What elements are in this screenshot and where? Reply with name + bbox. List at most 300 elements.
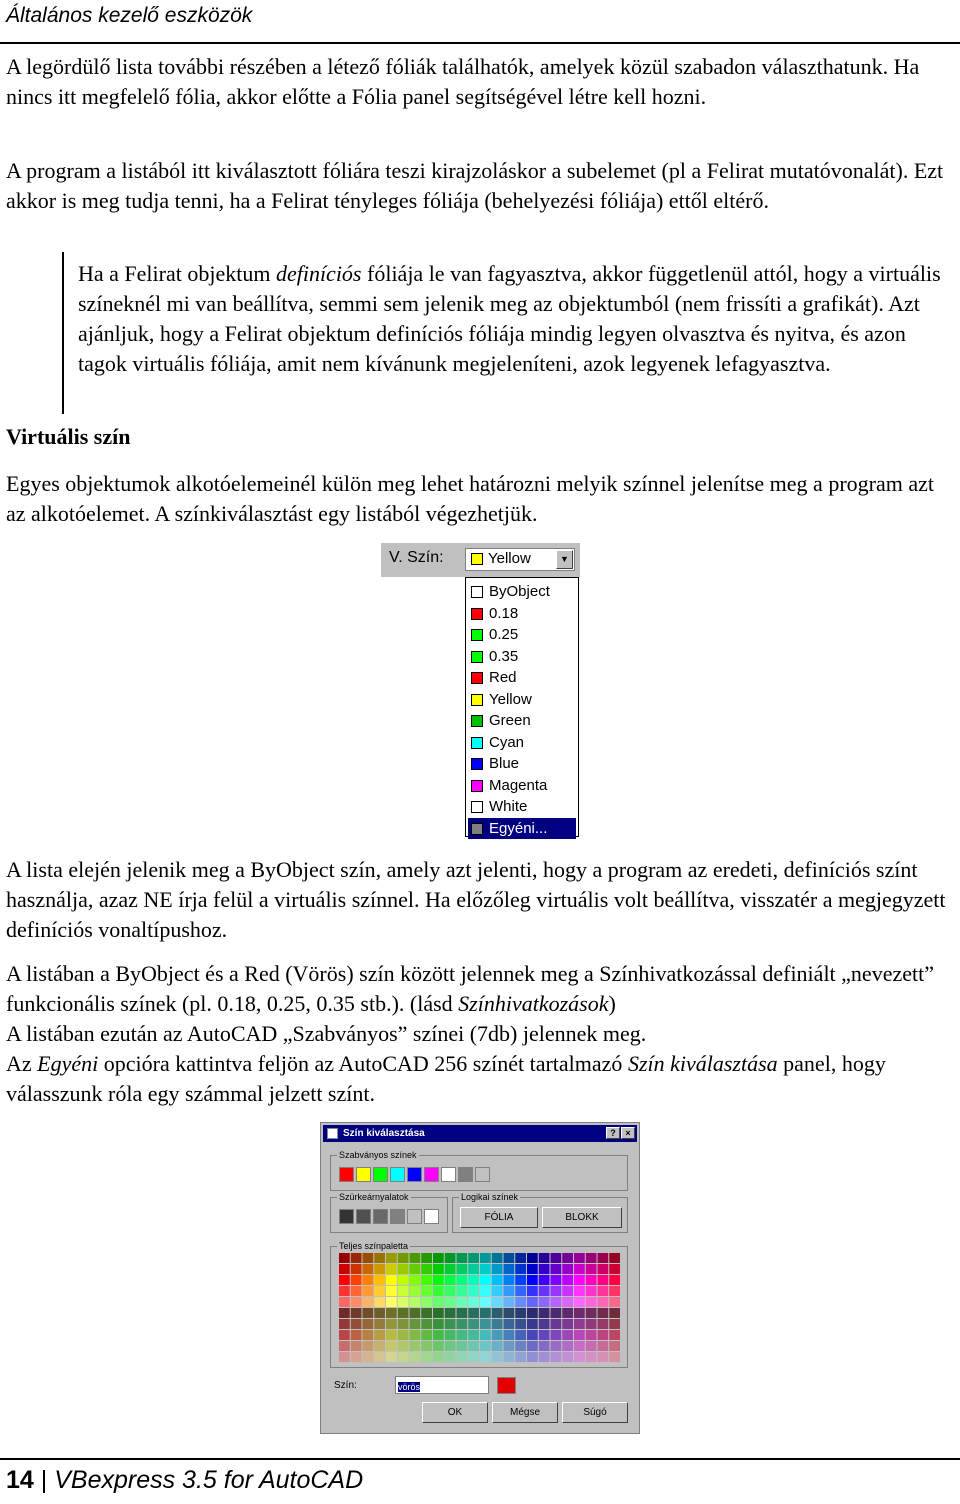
palette-cell[interactable] xyxy=(339,1319,350,1329)
dropdown-item[interactable] xyxy=(468,624,576,645)
palette-cell[interactable] xyxy=(445,1286,456,1296)
palette-cell[interactable] xyxy=(586,1341,597,1351)
palette-cell[interactable] xyxy=(598,1297,609,1307)
palette-cell[interactable] xyxy=(433,1253,444,1263)
palette-cell[interactable] xyxy=(374,1352,385,1362)
palette-cell[interactable] xyxy=(480,1330,491,1340)
palette-cell[interactable] xyxy=(480,1253,491,1263)
palette-cell[interactable] xyxy=(551,1308,562,1318)
p7-e: panel, hogy válasszunk róla egy számmal jelzett színt. xyxy=(6,1051,886,1106)
palette-cell[interactable] xyxy=(504,1308,515,1318)
palette-cell[interactable] xyxy=(457,1297,468,1307)
palette-cell[interactable] xyxy=(445,1253,456,1263)
palette-cell[interactable] xyxy=(574,1341,585,1351)
palette-cell[interactable] xyxy=(609,1308,620,1318)
palette-cell[interactable] xyxy=(609,1297,620,1307)
close-icon[interactable]: × xyxy=(621,1127,635,1139)
palette-cell[interactable] xyxy=(492,1264,503,1274)
palette-cell[interactable] xyxy=(539,1341,550,1351)
palette-cell[interactable] xyxy=(574,1319,585,1329)
palette-cell[interactable] xyxy=(609,1341,620,1351)
palette-cell[interactable] xyxy=(504,1352,515,1362)
dialog-titlebar xyxy=(323,1125,637,1142)
palette-cell[interactable] xyxy=(515,1275,526,1285)
palette-cell[interactable] xyxy=(445,1341,456,1351)
palette-cell[interactable] xyxy=(445,1275,456,1285)
palette-cell[interactable] xyxy=(574,1297,585,1307)
p7-a: Az xyxy=(6,1051,38,1076)
palette-cell[interactable] xyxy=(492,1352,503,1362)
block-color-button[interactable]: BLOKK xyxy=(542,1207,622,1228)
palette-cell[interactable] xyxy=(504,1286,515,1296)
palette-cell[interactable] xyxy=(492,1341,503,1351)
palette-cell[interactable] xyxy=(351,1330,362,1340)
palette-cell[interactable] xyxy=(598,1286,609,1296)
palette-cell[interactable] xyxy=(386,1297,397,1307)
standard-color-swatch[interactable] xyxy=(475,1167,490,1182)
palette-cell[interactable] xyxy=(574,1253,585,1263)
palette-cell[interactable] xyxy=(480,1341,491,1351)
palette-cell[interactable] xyxy=(374,1275,385,1285)
palette-cell[interactable] xyxy=(410,1341,421,1351)
palette-cell[interactable] xyxy=(586,1319,597,1329)
palette-cell[interactable] xyxy=(433,1264,444,1274)
palette-cell[interactable] xyxy=(410,1253,421,1263)
palette-cell[interactable] xyxy=(492,1286,503,1296)
palette-cell[interactable] xyxy=(562,1330,573,1340)
palette-cell[interactable] xyxy=(445,1319,456,1329)
palette-cell[interactable] xyxy=(527,1352,538,1362)
palette-cell[interactable] xyxy=(457,1264,468,1274)
dropdown-item[interactable] xyxy=(468,646,576,667)
palette-cell[interactable] xyxy=(609,1330,620,1340)
dialog-title: Szín kiválasztása xyxy=(343,1128,425,1139)
palette-cell[interactable] xyxy=(351,1253,362,1263)
grayscale-swatch[interactable] xyxy=(407,1209,422,1224)
cancel-button[interactable]: Mégse xyxy=(492,1402,558,1423)
palette-cell[interactable] xyxy=(374,1319,385,1329)
palette-cell[interactable] xyxy=(468,1253,479,1263)
palette-cell[interactable] xyxy=(562,1264,573,1274)
palette-cell[interactable] xyxy=(421,1341,432,1351)
palette-cell[interactable] xyxy=(492,1330,503,1340)
palette-cell[interactable] xyxy=(468,1319,479,1329)
paragraph-2: A program a listából itt kiválasztott fóliára teszi kirajzoláskor a subelemet (pl a Felirat mutatóvonalát). Ezt akkor is meg tudja tenni, ha a Felirat tényleges fóliája (behelyezési fóliája) ettől eltérő. xyxy=(6,158,944,213)
dropdown-item[interactable] xyxy=(468,796,576,817)
palette-cell[interactable] xyxy=(363,1264,374,1274)
palette-cell[interactable] xyxy=(562,1275,573,1285)
palette-cell[interactable] xyxy=(457,1308,468,1318)
palette-cell[interactable] xyxy=(363,1341,374,1351)
palette-cell[interactable] xyxy=(492,1275,503,1285)
palette-cell[interactable] xyxy=(410,1264,421,1274)
palette-cell[interactable] xyxy=(410,1286,421,1296)
dropdown-item-label: Blue xyxy=(489,755,520,772)
palette-cell[interactable] xyxy=(457,1253,468,1263)
palette-cell[interactable] xyxy=(374,1286,385,1296)
palette-cell[interactable] xyxy=(598,1308,609,1318)
color-swatch xyxy=(471,823,483,835)
color-input[interactable] xyxy=(395,1376,489,1394)
combo-swatch xyxy=(471,553,483,565)
palette-cell[interactable] xyxy=(480,1275,491,1285)
palette-cell[interactable] xyxy=(598,1341,609,1351)
palette-cell[interactable] xyxy=(410,1275,421,1285)
palette-cell[interactable] xyxy=(586,1330,597,1340)
palette-cell[interactable] xyxy=(445,1308,456,1318)
palette-cell[interactable] xyxy=(421,1253,432,1263)
palette-cell[interactable] xyxy=(351,1319,362,1329)
palette-cell[interactable] xyxy=(339,1330,350,1340)
palette-cell[interactable] xyxy=(339,1341,350,1351)
dropdown-item[interactable] xyxy=(468,753,576,774)
palette-cell[interactable] xyxy=(504,1341,515,1351)
combo-field[interactable] xyxy=(465,548,575,571)
p7-option-name: Egyéni xyxy=(37,1051,99,1076)
ok-button[interactable]: OK xyxy=(422,1402,488,1423)
standard-color-swatch[interactable] xyxy=(424,1167,439,1182)
palette-cell[interactable] xyxy=(598,1253,609,1263)
paragraph-3: Egyes objektumok alkotóelemeinél külön meg lehet határozni melyik színnel jelenítse meg a program azt az alkotóelemet. A színkiválasztást egy listából végezhetjük. xyxy=(6,471,934,526)
footer-separator: | xyxy=(40,1466,48,1494)
palette-cell[interactable] xyxy=(351,1275,362,1285)
palette-cell[interactable] xyxy=(386,1319,397,1329)
grayscale-swatch[interactable] xyxy=(390,1209,405,1224)
palette-cell[interactable] xyxy=(398,1286,409,1296)
palette-cell[interactable] xyxy=(586,1308,597,1318)
palette-cell[interactable] xyxy=(551,1264,562,1274)
combo-label: V. Szín: xyxy=(389,549,444,566)
palette-cell[interactable] xyxy=(351,1341,362,1351)
palette-cell[interactable] xyxy=(504,1275,515,1285)
standard-color-swatch[interactable] xyxy=(441,1167,456,1182)
palette-cell[interactable] xyxy=(551,1253,562,1263)
palette-cell[interactable] xyxy=(504,1297,515,1307)
palette-cell[interactable] xyxy=(398,1275,409,1285)
palette-cell[interactable] xyxy=(480,1286,491,1296)
palette-cell[interactable] xyxy=(363,1275,374,1285)
palette-cell[interactable] xyxy=(351,1308,362,1318)
palette-cell[interactable] xyxy=(539,1308,550,1318)
palette-cell[interactable] xyxy=(433,1286,444,1296)
palette-cell[interactable] xyxy=(386,1308,397,1318)
standard-color-swatch[interactable] xyxy=(373,1167,388,1182)
palette-cell[interactable] xyxy=(410,1308,421,1318)
palette-cell[interactable] xyxy=(421,1286,432,1296)
palette-cell[interactable] xyxy=(527,1286,538,1296)
help-icon[interactable]: ? xyxy=(606,1127,620,1139)
palette-cell[interactable] xyxy=(445,1330,456,1340)
palette-cell[interactable] xyxy=(386,1264,397,1274)
dropdown-item[interactable] xyxy=(468,667,576,688)
palette-cell[interactable] xyxy=(410,1352,421,1362)
palette-cell[interactable] xyxy=(468,1297,479,1307)
full-color-palette[interactable] xyxy=(339,1253,621,1363)
palette-cell[interactable] xyxy=(421,1297,432,1307)
palette-cell[interactable] xyxy=(551,1330,562,1340)
combo-value: Yellow xyxy=(488,550,531,567)
palette-cell[interactable] xyxy=(433,1275,444,1285)
palette-cell[interactable] xyxy=(515,1253,526,1263)
dropdown-item[interactable] xyxy=(468,775,576,796)
palette-cell[interactable] xyxy=(598,1275,609,1285)
palette-cell[interactable] xyxy=(351,1264,362,1274)
palette-cell[interactable] xyxy=(539,1275,550,1285)
palette-cell[interactable] xyxy=(562,1319,573,1329)
palette-cell[interactable] xyxy=(609,1264,620,1274)
palette-cell[interactable] xyxy=(539,1253,550,1263)
palette-cell[interactable] xyxy=(386,1352,397,1362)
palette-cell[interactable] xyxy=(562,1352,573,1362)
palette-cell[interactable] xyxy=(468,1264,479,1274)
palette-cell[interactable] xyxy=(351,1286,362,1296)
palette-cell[interactable] xyxy=(574,1264,585,1274)
palette-cell[interactable] xyxy=(374,1341,385,1351)
palette-cell[interactable] xyxy=(527,1253,538,1263)
dropdown-item[interactable] xyxy=(468,689,576,710)
palette-cell[interactable] xyxy=(468,1275,479,1285)
palette-cell[interactable] xyxy=(468,1352,479,1362)
palette-cell[interactable] xyxy=(504,1264,515,1274)
palette-cell[interactable] xyxy=(586,1253,597,1263)
palette-cell[interactable] xyxy=(539,1286,550,1296)
dropdown-item[interactable] xyxy=(468,603,576,624)
palette-cell[interactable] xyxy=(386,1253,397,1263)
color-swatch xyxy=(471,694,483,706)
palette-cell[interactable] xyxy=(339,1286,350,1296)
palette-cell[interactable] xyxy=(374,1330,385,1340)
dropdown-item-label: Cyan xyxy=(489,733,525,751)
palette-cell[interactable] xyxy=(386,1286,397,1296)
palette-cell[interactable] xyxy=(421,1264,432,1274)
palette-cell[interactable] xyxy=(586,1297,597,1307)
palette-cell[interactable] xyxy=(386,1330,397,1340)
palette-cell[interactable] xyxy=(574,1308,585,1318)
palette-cell[interactable] xyxy=(363,1319,374,1329)
palette-cell[interactable] xyxy=(527,1264,538,1274)
layer-color-button[interactable]: FÓLIA xyxy=(460,1207,538,1228)
palette-cell[interactable] xyxy=(598,1330,609,1340)
palette-cell[interactable] xyxy=(551,1319,562,1329)
palette-cell[interactable] xyxy=(551,1341,562,1351)
palette-cell[interactable] xyxy=(468,1286,479,1296)
palette-cell[interactable] xyxy=(598,1264,609,1274)
chevron-down-icon[interactable]: ▼ xyxy=(556,550,573,569)
palette-cell[interactable] xyxy=(515,1341,526,1351)
palette-cell[interactable] xyxy=(515,1319,526,1329)
palette-cell[interactable] xyxy=(374,1308,385,1318)
standard-color-swatch[interactable] xyxy=(390,1167,405,1182)
palette-cell[interactable] xyxy=(515,1286,526,1296)
palette-cell[interactable] xyxy=(421,1308,432,1318)
palette-cell[interactable] xyxy=(551,1297,562,1307)
palette-cell[interactable] xyxy=(586,1286,597,1296)
palette-cell[interactable] xyxy=(480,1308,491,1318)
palette-cell[interactable] xyxy=(339,1264,350,1274)
palette-cell[interactable] xyxy=(445,1264,456,1274)
palette-cell[interactable] xyxy=(551,1286,562,1296)
palette-cell[interactable] xyxy=(492,1308,503,1318)
grayscale-swatch[interactable] xyxy=(373,1209,388,1224)
palette-cell[interactable] xyxy=(586,1275,597,1285)
palette-cell[interactable] xyxy=(492,1253,503,1263)
palette-cell[interactable] xyxy=(551,1352,562,1362)
palette-cell[interactable] xyxy=(457,1319,468,1329)
palette-cell[interactable] xyxy=(609,1352,620,1362)
palette-cell[interactable] xyxy=(586,1352,597,1362)
palette-cell[interactable] xyxy=(504,1253,515,1263)
palette-cell[interactable] xyxy=(410,1297,421,1307)
palette-cell[interactable] xyxy=(515,1308,526,1318)
palette-cell[interactable] xyxy=(433,1330,444,1340)
palette-cell[interactable] xyxy=(539,1352,550,1362)
palette-cell[interactable] xyxy=(363,1286,374,1296)
grayscale-swatch[interactable] xyxy=(424,1209,439,1224)
dropdown-item[interactable] xyxy=(468,581,576,602)
palette-cell[interactable] xyxy=(410,1330,421,1340)
palette-cell[interactable] xyxy=(539,1319,550,1329)
palette-cell[interactable] xyxy=(527,1341,538,1351)
palette-cell[interactable] xyxy=(421,1330,432,1340)
palette-cell[interactable] xyxy=(374,1264,385,1274)
palette-grid[interactable] xyxy=(339,1253,621,1363)
page-footer xyxy=(6,1466,363,1495)
palette-cell[interactable] xyxy=(433,1308,444,1318)
palette-cell[interactable] xyxy=(551,1275,562,1285)
palette-cell[interactable] xyxy=(598,1352,609,1362)
color-swatch xyxy=(471,715,483,727)
grayscale-swatch[interactable] xyxy=(339,1209,354,1224)
standard-color-swatch[interactable] xyxy=(356,1167,371,1182)
palette-cell[interactable] xyxy=(480,1264,491,1274)
palette-cell[interactable] xyxy=(433,1352,444,1362)
palette-cell[interactable] xyxy=(457,1341,468,1351)
palette-cell[interactable] xyxy=(562,1297,573,1307)
palette-cell[interactable] xyxy=(609,1275,620,1285)
standard-color-swatch[interactable] xyxy=(339,1167,354,1182)
help-button[interactable]: Súgó xyxy=(562,1402,628,1423)
palette-cell[interactable] xyxy=(504,1319,515,1329)
palette-cell[interactable] xyxy=(492,1319,503,1329)
palette-cell[interactable] xyxy=(468,1330,479,1340)
palette-cell[interactable] xyxy=(468,1341,479,1351)
palette-cell[interactable] xyxy=(398,1308,409,1318)
palette-cell[interactable] xyxy=(457,1286,468,1296)
palette-cell[interactable] xyxy=(515,1330,526,1340)
palette-cell[interactable] xyxy=(515,1352,526,1362)
palette-cell[interactable] xyxy=(527,1297,538,1307)
palette-cell[interactable] xyxy=(421,1352,432,1362)
palette-cell[interactable] xyxy=(398,1330,409,1340)
dropdown-item-label: White xyxy=(489,798,528,815)
palette-cell[interactable] xyxy=(433,1341,444,1351)
palette-cell[interactable] xyxy=(457,1275,468,1285)
palette-cell[interactable] xyxy=(539,1330,550,1340)
palette-cell[interactable] xyxy=(562,1286,573,1296)
palette-cell[interactable] xyxy=(527,1319,538,1329)
palette-cell[interactable] xyxy=(574,1352,585,1362)
palette-cell[interactable] xyxy=(492,1297,503,1307)
palette-cell[interactable] xyxy=(351,1297,362,1307)
palette-cell[interactable] xyxy=(339,1352,350,1362)
palette-cell[interactable] xyxy=(515,1297,526,1307)
palette-cell[interactable] xyxy=(480,1297,491,1307)
palette-cell[interactable] xyxy=(609,1319,620,1329)
palette-cell[interactable] xyxy=(398,1319,409,1329)
palette-cell[interactable] xyxy=(363,1330,374,1340)
dropdown-item[interactable] xyxy=(468,818,576,839)
palette-cell[interactable] xyxy=(527,1275,538,1285)
palette-cell[interactable] xyxy=(527,1308,538,1318)
palette-cell[interactable] xyxy=(339,1253,350,1263)
palette-cell[interactable] xyxy=(398,1341,409,1351)
palette-cell[interactable] xyxy=(445,1297,456,1307)
palette-cell[interactable] xyxy=(480,1319,491,1329)
palette-cell[interactable] xyxy=(398,1264,409,1274)
palette-cell[interactable] xyxy=(351,1352,362,1362)
palette-cell[interactable] xyxy=(374,1297,385,1307)
color-swatch xyxy=(471,651,483,663)
palette-cell[interactable] xyxy=(574,1275,585,1285)
dropdown-item[interactable] xyxy=(468,710,576,731)
palette-cell[interactable] xyxy=(363,1352,374,1362)
palette-cell[interactable] xyxy=(433,1319,444,1329)
palette-cell[interactable] xyxy=(398,1352,409,1362)
palette-cell[interactable] xyxy=(339,1308,350,1318)
palette-cell[interactable] xyxy=(339,1297,350,1307)
standard-color-swatch[interactable] xyxy=(458,1167,473,1182)
palette-cell[interactable] xyxy=(339,1275,350,1285)
palette-cell[interactable] xyxy=(609,1253,620,1263)
palette-cell[interactable] xyxy=(515,1264,526,1274)
palette-cell[interactable] xyxy=(433,1297,444,1307)
standard-color-swatch[interactable] xyxy=(407,1167,422,1182)
palette-cell[interactable] xyxy=(504,1330,515,1340)
palette-cell[interactable] xyxy=(527,1330,538,1340)
palette-cell[interactable] xyxy=(562,1308,573,1318)
palette-cell[interactable] xyxy=(539,1264,550,1274)
grayscale-swatch[interactable] xyxy=(356,1209,371,1224)
palette-cell[interactable] xyxy=(457,1352,468,1362)
palette-cell[interactable] xyxy=(363,1308,374,1318)
palette-cell[interactable] xyxy=(386,1341,397,1351)
color-dropdown-list xyxy=(465,577,579,837)
palette-cell[interactable] xyxy=(363,1253,374,1263)
palette-cell[interactable] xyxy=(574,1330,585,1340)
palette-cell[interactable] xyxy=(609,1286,620,1296)
palette-cell[interactable] xyxy=(457,1330,468,1340)
palette-cell[interactable] xyxy=(410,1319,421,1329)
palette-cell[interactable] xyxy=(598,1319,609,1329)
palette-cell[interactable] xyxy=(445,1352,456,1362)
palette-cell[interactable] xyxy=(562,1253,573,1263)
dropdown-item[interactable] xyxy=(468,732,576,753)
palette-cell[interactable] xyxy=(398,1297,409,1307)
palette-cell[interactable] xyxy=(468,1308,479,1318)
palette-cell[interactable] xyxy=(586,1264,597,1274)
dropdown-item-label: Green xyxy=(489,712,531,729)
palette-cell[interactable] xyxy=(574,1286,585,1296)
palette-cell[interactable] xyxy=(539,1297,550,1307)
palette-cell[interactable] xyxy=(421,1319,432,1329)
palette-cell[interactable] xyxy=(386,1275,397,1285)
palette-cell[interactable] xyxy=(480,1352,491,1362)
palette-cell[interactable] xyxy=(421,1275,432,1285)
palette-cell[interactable] xyxy=(374,1253,385,1263)
palette-cell[interactable] xyxy=(562,1341,573,1351)
palette-cell[interactable] xyxy=(398,1253,409,1263)
palette-cell[interactable] xyxy=(363,1297,374,1307)
